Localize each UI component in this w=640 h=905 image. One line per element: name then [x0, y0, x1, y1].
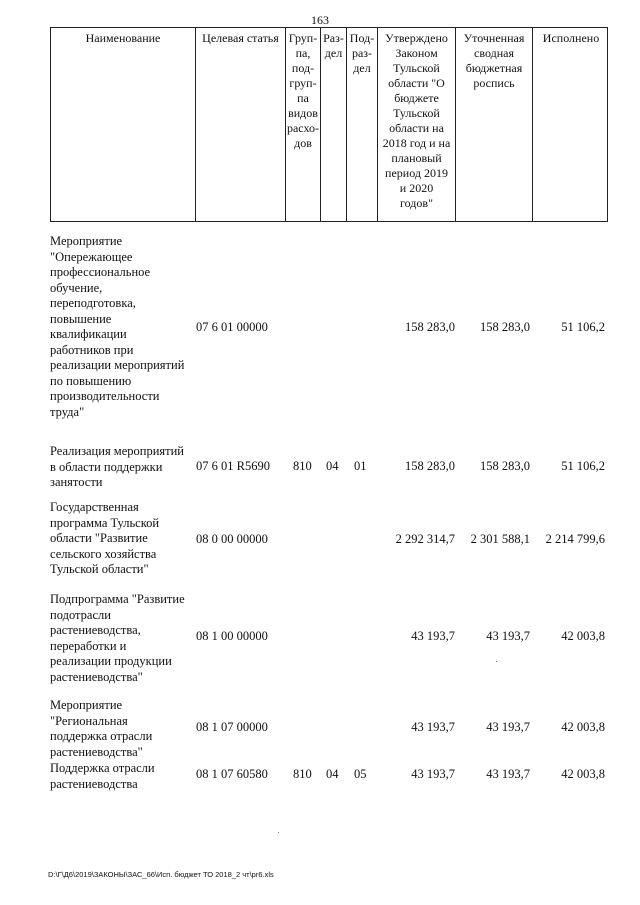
scan-speck	[278, 832, 279, 833]
row-code: 07 6 01 00000	[196, 320, 268, 334]
header-target-article: Целевая статья	[196, 28, 286, 221]
header-updated	[456, 28, 533, 221]
row-executed: 42 003,8	[561, 767, 605, 781]
text-line: годов"	[400, 196, 433, 210]
row-approved: 43 193,7	[411, 629, 455, 643]
text-line: реализации продукции	[50, 654, 172, 668]
row-approved: 158 283,0	[405, 459, 455, 473]
text-line: повышение	[50, 311, 112, 326]
text-line: Подпрограмма "Развитие	[50, 592, 185, 606]
text-line: профессиональное	[50, 265, 151, 279]
row-approved: 2 292 314,7	[395, 532, 455, 546]
text-line: сельского хозяйства	[50, 546, 157, 561]
row-executed: 42 003,8	[561, 720, 605, 734]
text-line: под-	[291, 61, 315, 75]
text-line: в области поддержки	[50, 459, 163, 474]
text-line: 2018 год и на	[382, 136, 451, 150]
row-subsection: 01	[354, 459, 367, 473]
page-number: 163	[311, 13, 329, 27]
row-code: 08 1 00 00000	[196, 629, 268, 643]
row-group: 810	[293, 459, 312, 473]
text-line: "Региональная	[50, 713, 128, 728]
text-line: видов	[288, 106, 318, 120]
text-line: занятости	[50, 475, 103, 489]
text-line: растениеводства,	[50, 623, 141, 637]
row-executed: 51 106,2	[561, 459, 605, 473]
file-path-footer: D:\Г\Д6\2019\ЗАКОНЫ\ЗАС_66\Исп. бюджет ТО 2018_2 чт\pr6.xls	[48, 870, 274, 879]
row-approved: 158 283,0	[405, 320, 455, 334]
text-line: бюджетная	[465, 61, 523, 75]
text-line: бюджете	[394, 91, 439, 105]
text-line: квалификации	[50, 327, 127, 341]
text-line: растениеводства"	[50, 669, 143, 684]
header-section	[321, 28, 347, 221]
text-line: обучение,	[50, 280, 103, 295]
text-line: дел	[353, 61, 371, 75]
text-line: Мероприятие	[50, 234, 123, 248]
text-line: труда"	[50, 404, 85, 419]
row-updated: 158 283,0	[480, 459, 530, 473]
row-approved: 43 193,7	[411, 767, 455, 781]
text-line: Тульской области"	[50, 562, 149, 576]
text-line: груп-	[289, 76, 317, 90]
text-line: растениеводства	[50, 776, 138, 791]
text-line: Тульской	[393, 106, 440, 120]
scan-speck	[496, 661, 497, 662]
text-line: роспись	[473, 76, 515, 90]
text-line: период 2019	[385, 166, 448, 180]
row-code: 08 1 07 00000	[196, 720, 268, 734]
row-updated: 43 193,7	[486, 720, 530, 734]
text-line: Законом	[395, 46, 438, 60]
text-line: Раз-	[323, 31, 344, 45]
header-group	[286, 28, 321, 221]
text-line: Тульской	[393, 61, 440, 75]
text-line: производительности	[50, 389, 160, 403]
text-line: сводная	[474, 46, 514, 60]
text-line: Реализация мероприятий	[50, 444, 184, 458]
row-executed: 42 003,8	[561, 629, 605, 643]
text-line: реализации мероприятий	[50, 358, 185, 372]
row-group: 810	[293, 767, 312, 781]
text-line: Мероприятие	[50, 698, 123, 712]
text-line: программа Тульской	[50, 515, 160, 530]
row-name	[50, 698, 193, 760]
row-code: 07 6 01 R5690	[196, 459, 270, 473]
row-updated: 43 193,7	[486, 629, 530, 643]
header-approved	[378, 28, 456, 221]
text-line: дел	[324, 46, 343, 60]
text-line: работников при	[50, 342, 134, 357]
text-line: Утверждено	[385, 31, 448, 45]
row-name	[50, 234, 193, 420]
row-code: 08 0 00 00000	[196, 532, 268, 546]
row-updated: 158 283,0	[480, 320, 530, 334]
row-section: 04	[326, 767, 339, 781]
text-line: "Опережающее	[50, 249, 133, 264]
text-line: дов	[294, 136, 312, 150]
text-line: по повышению	[50, 373, 132, 388]
text-line: переработки и	[50, 638, 127, 653]
text-line: области "О	[388, 76, 445, 90]
row-code: 08 1 07 60580	[196, 767, 268, 781]
row-subsection: 05	[354, 767, 367, 781]
row-section: 04	[326, 459, 339, 473]
row-name	[50, 444, 193, 491]
text-line: области на	[389, 121, 444, 135]
text-line: Государственная	[50, 500, 139, 514]
row-executed: 51 106,2	[561, 320, 605, 334]
row-updated: 2 301 588,1	[470, 532, 530, 546]
header-executed: Исполнено	[542, 31, 600, 45]
text-line: переподготовка,	[50, 296, 136, 310]
row-approved: 43 193,7	[411, 720, 455, 734]
row-updated: 43 193,7	[486, 767, 530, 781]
header-subsection	[347, 28, 378, 221]
header-name: Наименование	[51, 28, 196, 221]
text-line: плановый	[391, 151, 442, 165]
text-line: Под-	[349, 31, 375, 45]
text-line: па	[297, 91, 309, 105]
text-line: Груп-	[288, 31, 318, 45]
text-line: Уточненная	[463, 31, 525, 45]
text-line: поддержка отрасли	[50, 729, 153, 743]
row-name	[50, 592, 193, 685]
text-line: па,	[295, 46, 311, 60]
text-line: растениеводства"	[50, 744, 143, 759]
text-line: расхо-	[286, 121, 320, 135]
text-line: подотрасли	[50, 607, 111, 622]
text-line: и 2020	[399, 181, 434, 195]
text-line: Поддержка отрасли	[50, 761, 155, 775]
row-name	[50, 761, 193, 792]
row-name	[50, 500, 193, 578]
text-line: области "Развитие	[50, 531, 148, 545]
row-executed: 2 214 799,6	[545, 532, 605, 546]
text-line: раз-	[351, 46, 373, 60]
table-header	[50, 27, 608, 222]
